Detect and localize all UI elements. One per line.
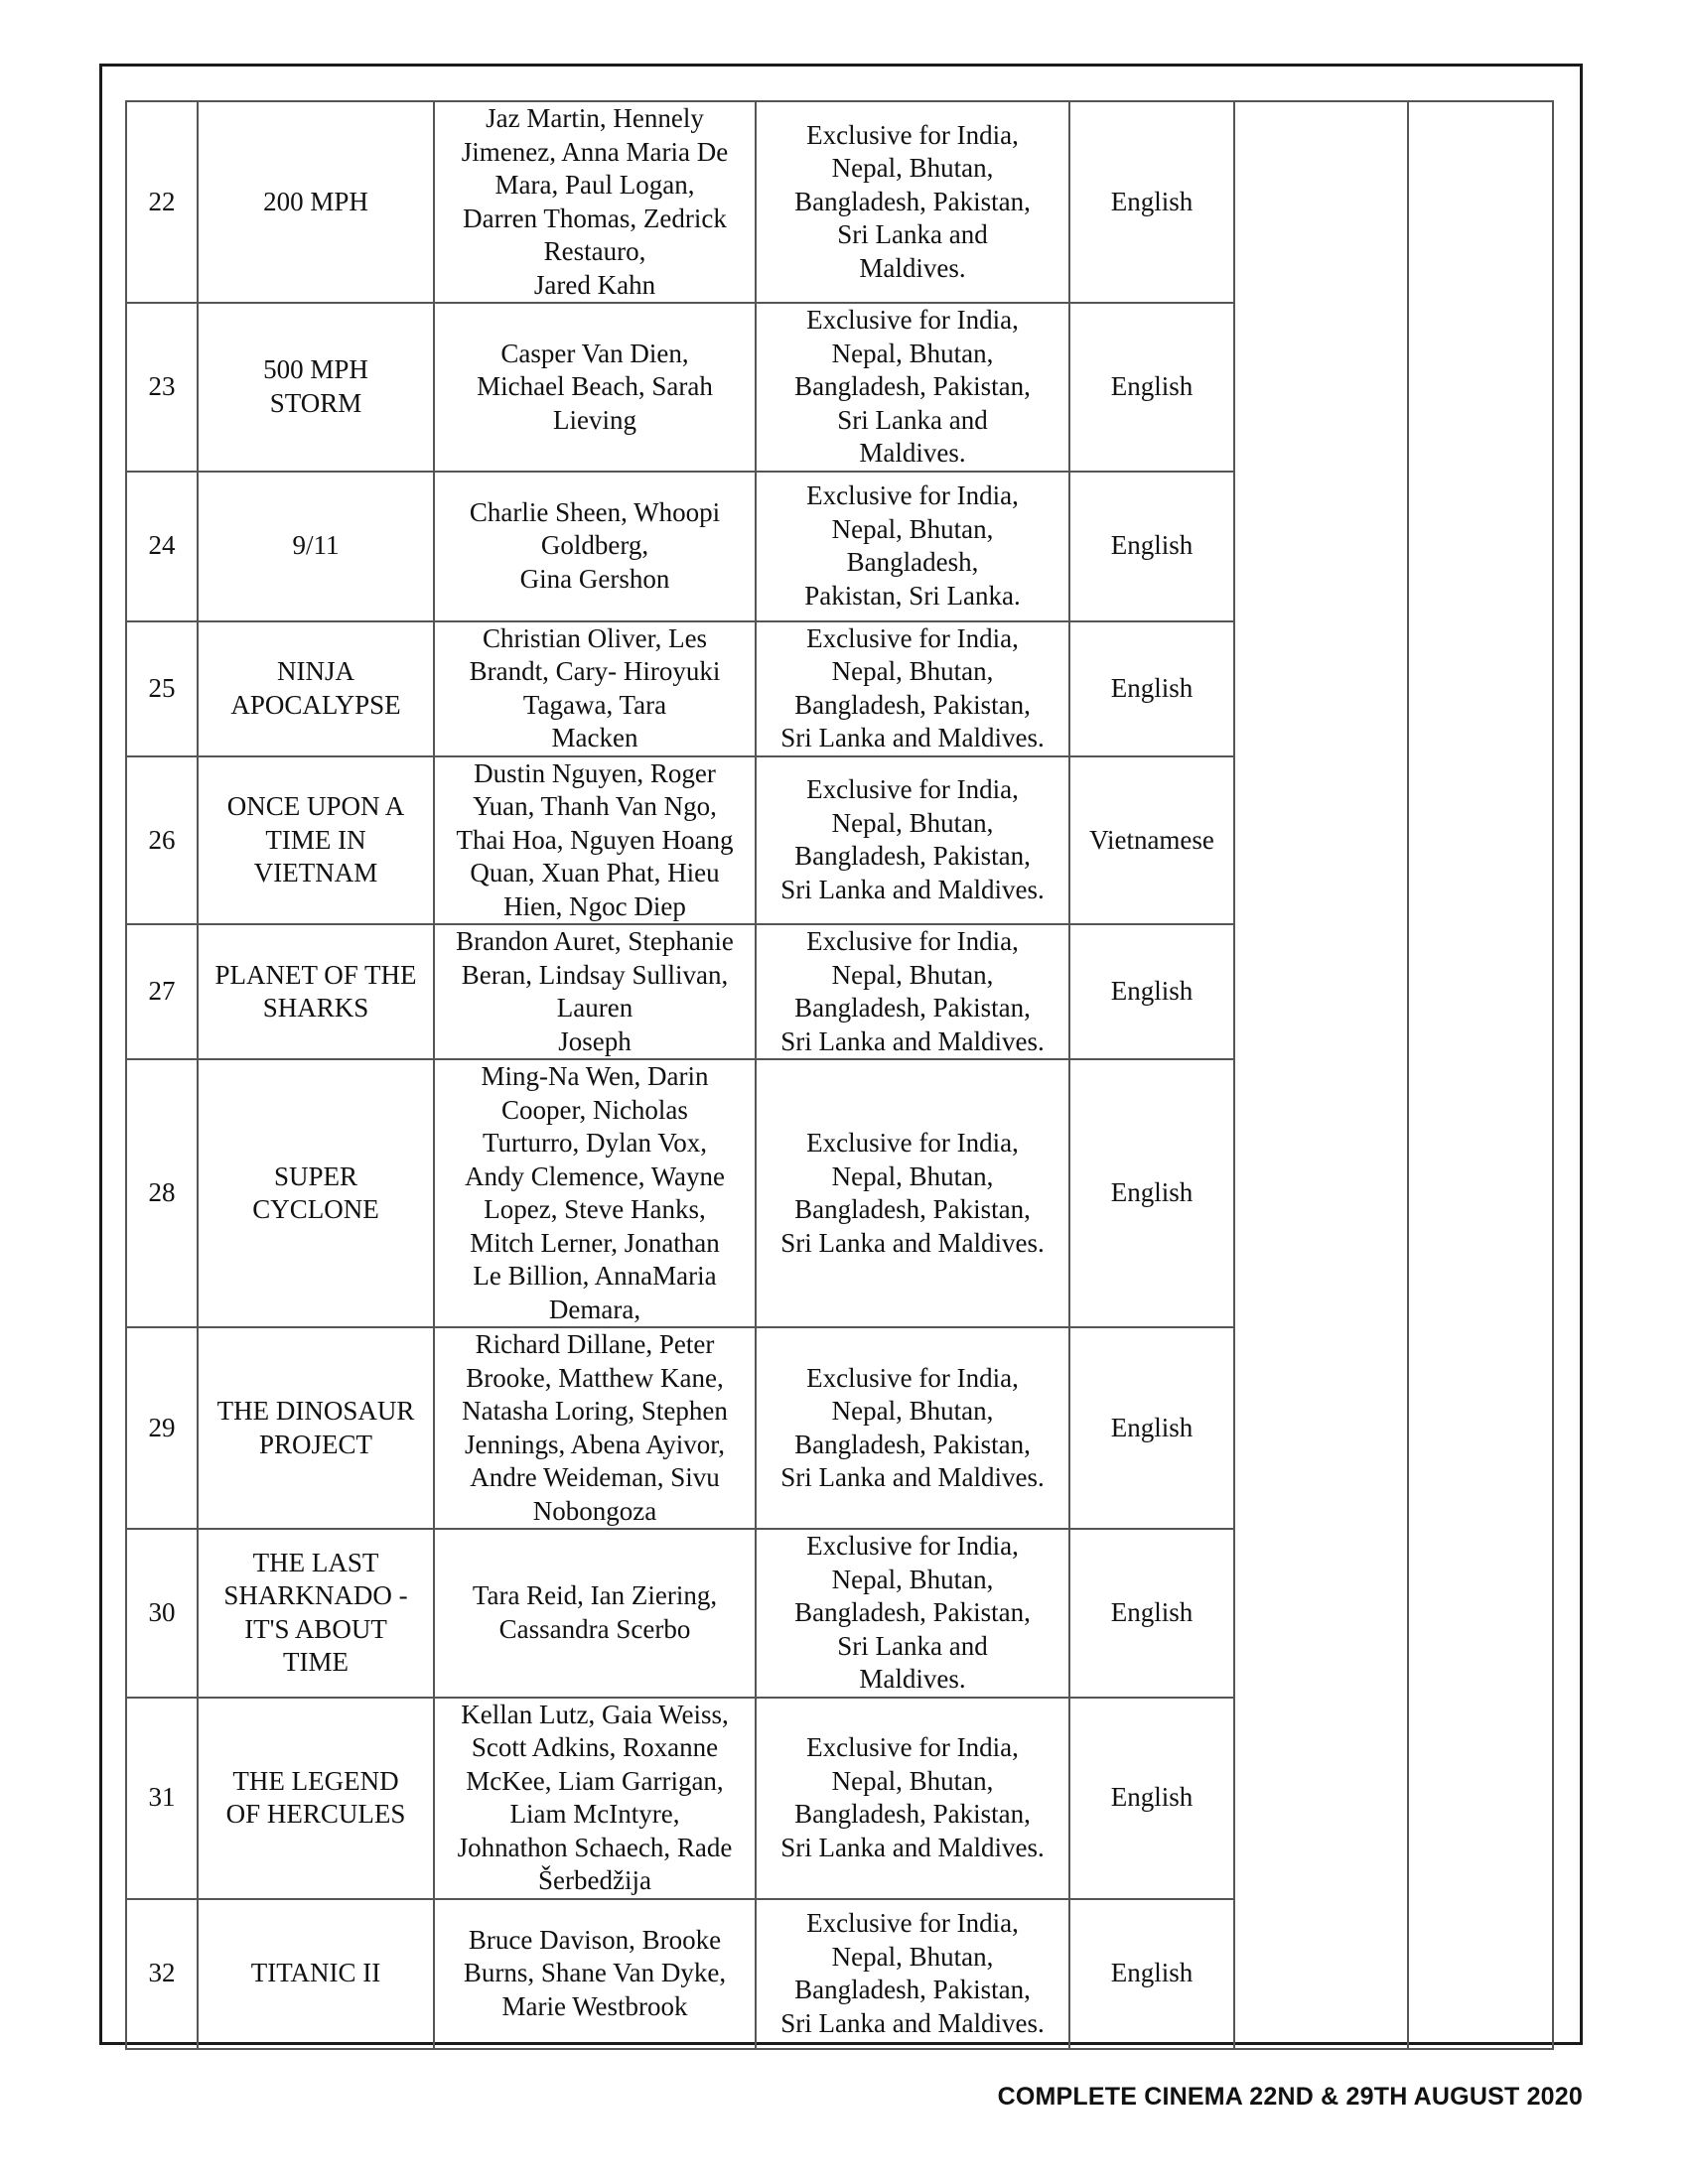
cast-cell: Christian Oliver, Les Brandt, Cary- Hiroyuki Tagawa, Tara Macken	[434, 621, 756, 756]
row-number-cell: 31	[126, 1698, 198, 1899]
rights-territory-cell: Exclusive for India, Nepal, Bhutan, Bangladesh, Pakistan, Sri Lanka and Maldives.	[756, 1698, 1069, 1899]
rights-territory-cell: Exclusive for India, Nepal, Bhutan, Bangladesh, Pakistan, Sri Lanka and Maldives.	[756, 303, 1069, 472]
language-cell: Vietnamese	[1069, 756, 1234, 925]
language-cell: English	[1069, 1059, 1234, 1327]
cast-cell: Dustin Nguyen, Roger Yuan, Thanh Van Ngo, Thai Hoa, Nguyen Hoang Quan, Xuan Phat, Hieu Hien, Ngoc Diep	[434, 756, 756, 925]
language-cell: English	[1069, 1698, 1234, 1899]
film-title-cell: 500 MPH STORM	[198, 303, 434, 472]
film-title-cell: THE LAST SHARKNADO - IT'S ABOUT TIME	[198, 1529, 434, 1698]
row-number-cell: 30	[126, 1529, 198, 1698]
row-number-cell: 25	[126, 621, 198, 756]
language-cell: English	[1069, 1327, 1234, 1529]
table-row	[126, 101, 1553, 303]
film-title-cell: 200 MPH	[198, 101, 434, 303]
row-number-cell: 22	[126, 101, 198, 303]
rights-territory-cell: Exclusive for India, Nepal, Bhutan, Bangladesh, Pakistan, Sri Lanka and Maldives.	[756, 756, 1069, 925]
row-number-cell: 23	[126, 303, 198, 472]
film-title-cell: SUPER CYCLONE	[198, 1059, 434, 1327]
rights-territory-cell: Exclusive for India, Nepal, Bhutan, Bangladesh, Pakistan, Sri Lanka and Maldives.	[756, 1529, 1069, 1698]
cast-cell: Richard Dillane, Peter Brooke, Matthew Kane, Natasha Loring, Stephen Jennings, Abena Ayivor, Andre Weideman, Sivu Nobongoza	[434, 1327, 756, 1529]
cast-cell: Bruce Davison, Brooke Burns, Shane Van Dyke, Marie Westbrook	[434, 1899, 756, 2049]
rights-territory-cell: Exclusive for India, Nepal, Bhutan, Bangladesh, Pakistan, Sri Lanka and Maldives.	[756, 1059, 1069, 1327]
cast-cell: Tara Reid, Ian Ziering, Cassandra Scerbo	[434, 1529, 756, 1698]
empty-column-7	[1408, 101, 1553, 2049]
film-rights-table	[125, 100, 1554, 2050]
cast-cell: Charlie Sheen, Whoopi Goldberg, Gina Gershon	[434, 472, 756, 621]
language-cell: English	[1069, 621, 1234, 756]
rights-territory-cell: Exclusive for India, Nepal, Bhutan, Bangladesh, Pakistan, Sri Lanka and Maldives.	[756, 621, 1069, 756]
rights-territory-cell: Exclusive for India, Nepal, Bhutan, Bangladesh, Pakistan, Sri Lanka and Maldives.	[756, 924, 1069, 1059]
film-title-cell: ONCE UPON A TIME IN VIETNAM	[198, 756, 434, 925]
film-title-cell: 9/11	[198, 472, 434, 621]
cast-cell: Kellan Lutz, Gaia Weiss, Scott Adkins, Roxanne McKee, Liam Garrigan, Liam McIntyre, Johnathon Schaech, Rade Šerbedžija	[434, 1698, 756, 1899]
rights-territory-cell: Exclusive for India, Nepal, Bhutan, Bangladesh, Pakistan, Sri Lanka.	[756, 472, 1069, 621]
cast-cell: Jaz Martin, Hennely Jimenez, Anna Maria De Mara, Paul Logan, Darren Thomas, Zedrick Restauro, Jared Kahn	[434, 101, 756, 303]
film-title-cell: TITANIC II	[198, 1899, 434, 2049]
row-number-cell: 28	[126, 1059, 198, 1327]
film-title-cell: THE DINOSAUR PROJECT	[198, 1327, 434, 1529]
row-number-cell: 26	[126, 756, 198, 925]
language-cell: English	[1069, 472, 1234, 621]
page-footer: COMPLETE CINEMA 22ND & 29TH AUGUST 2020	[997, 2083, 1583, 2111]
row-number-cell: 27	[126, 924, 198, 1059]
cast-cell: Ming-Na Wen, Darin Cooper, Nicholas Turturro, Dylan Vox, Andy Clemence, Wayne Lopez, Steve Hanks, Mitch Lerner, Jonathan Le Billion, AnnaMaria Demara,	[434, 1059, 756, 1327]
rights-territory-cell: Exclusive for India, Nepal, Bhutan, Bangladesh, Pakistan, Sri Lanka and Maldives.	[756, 101, 1069, 303]
language-cell: English	[1069, 1899, 1234, 2049]
row-number-cell: 29	[126, 1327, 198, 1529]
film-title-cell: NINJA APOCALYPSE	[198, 621, 434, 756]
cast-cell: Casper Van Dien, Michael Beach, Sarah Lieving	[434, 303, 756, 472]
row-number-cell: 24	[126, 472, 198, 621]
rights-territory-cell: Exclusive for India, Nepal, Bhutan, Bangladesh, Pakistan, Sri Lanka and Maldives.	[756, 1899, 1069, 2049]
language-cell: English	[1069, 924, 1234, 1059]
language-cell: English	[1069, 101, 1234, 303]
language-cell: English	[1069, 303, 1234, 472]
film-title-cell: PLANET OF THE SHARKS	[198, 924, 434, 1059]
rights-territory-cell: Exclusive for India, Nepal, Bhutan, Bangladesh, Pakistan, Sri Lanka and Maldives.	[756, 1327, 1069, 1529]
empty-column-6	[1234, 101, 1408, 2049]
row-number-cell: 32	[126, 1899, 198, 2049]
film-title-cell: THE LEGEND OF HERCULES	[198, 1698, 434, 1899]
language-cell: English	[1069, 1529, 1234, 1698]
cast-cell: Brandon Auret, Stephanie Beran, Lindsay Sullivan, Lauren Joseph	[434, 924, 756, 1059]
